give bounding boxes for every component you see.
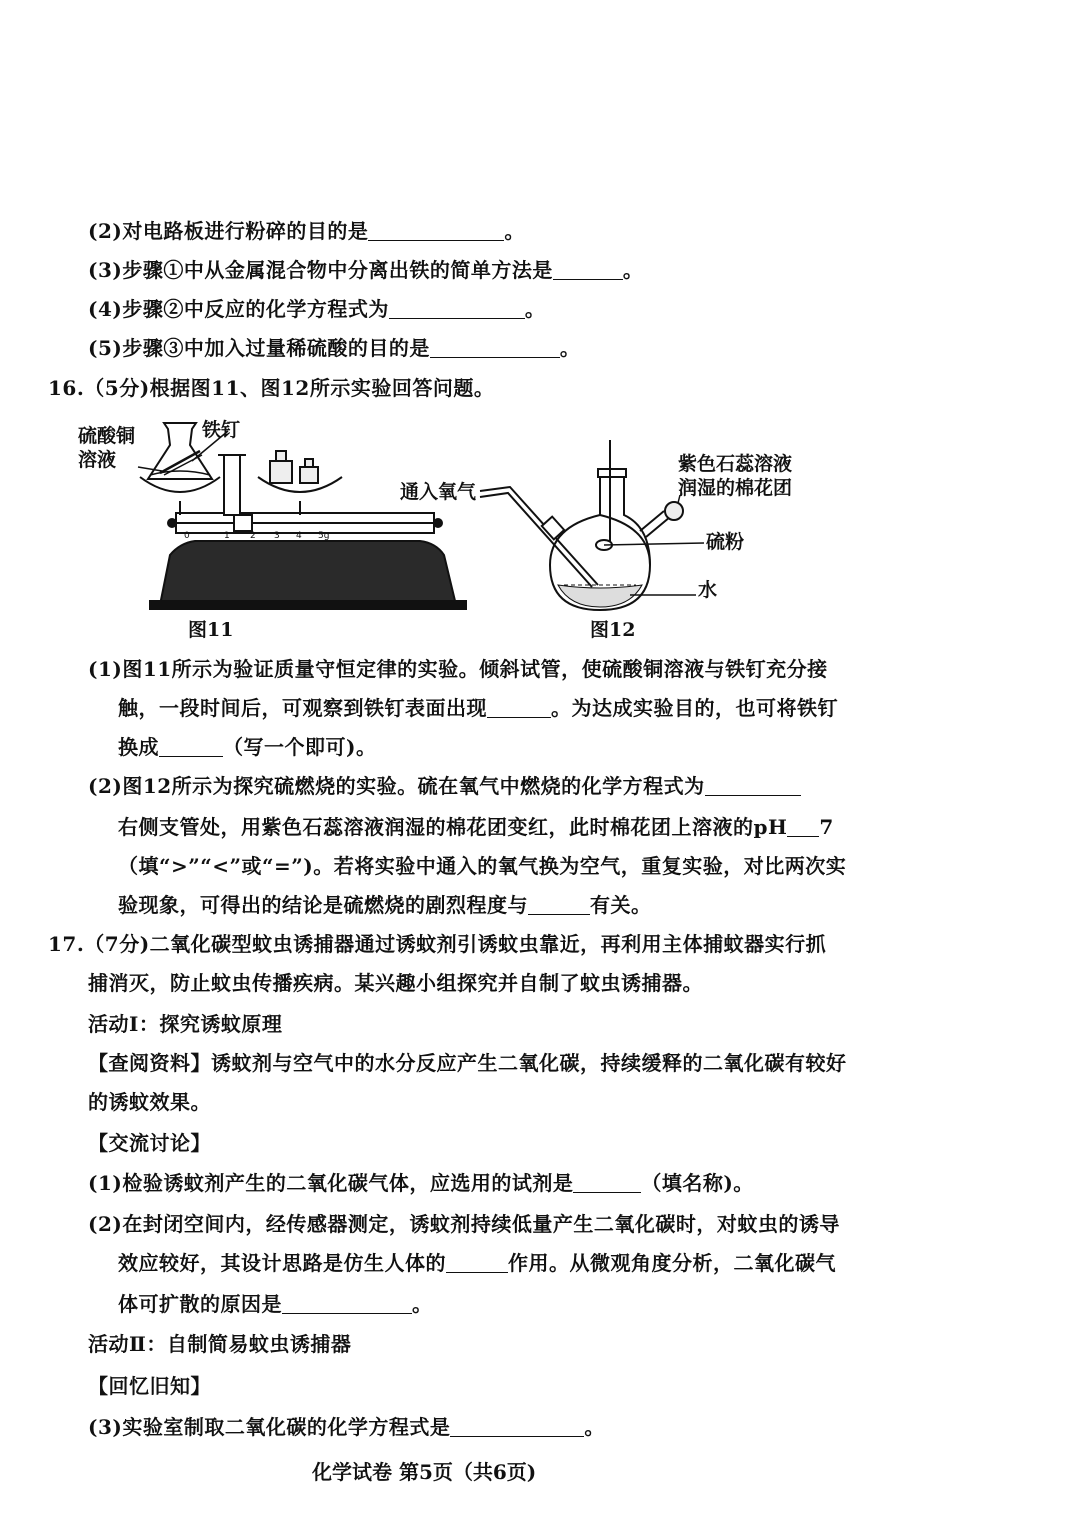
fig12-label-oxygen: 通入氧气	[400, 481, 477, 503]
q17-part2-line1: (2)在封闭空间内，经传感器测定，诱蚊剂持续低量产生二氧化碳时，对蚊虫的诱导	[88, 1212, 840, 1236]
answer-blank[interactable]	[787, 816, 819, 837]
q17-activity2: 活动Ⅱ：自制简易蚊虫诱捕器	[88, 1332, 352, 1356]
answer-blank[interactable]	[705, 775, 801, 796]
q15-part2	[88, 217, 525, 245]
q16-part2-line2: 右侧支管处，用紫色石蕊溶液润湿的棉花团变红，此时棉花团上溶液的pH 7	[118, 815, 834, 839]
answer-blank[interactable]	[430, 337, 560, 358]
q16-part1-line2: 触，一段时间后，可观察到铁钉表面出现 。为达成实验目的，也可将铁钉	[118, 696, 838, 720]
scale-tick: 3	[274, 531, 280, 541]
q15-part3-end: 。	[622, 258, 644, 282]
fig12-label-sulfur: 硫粉	[706, 531, 745, 553]
q15-part4-text: (4)步骤②中反应的化学方程式为	[88, 297, 389, 321]
q16-stem: 16.（5分)根据图11、图12所示实验回答问题。	[48, 376, 495, 400]
fig11-label-nail: 铁钉	[202, 419, 241, 441]
q15-part5-end: 。	[559, 336, 581, 360]
scale-tick: 1	[224, 531, 230, 541]
scale-tick: 0	[184, 531, 190, 541]
fig12-label-water: 水	[698, 579, 718, 601]
answer-blank[interactable]	[159, 736, 223, 757]
q16-part1-line1: (1)图11所示为验证质量守恒定律的实验。倾斜试管，使硫酸铜溶液与铁钉充分接	[88, 657, 828, 681]
q15-part5-text: (5)步骤③中加入过量稀硫酸的目的是	[88, 336, 430, 360]
answer-blank[interactable]	[282, 1293, 412, 1314]
answer-blank[interactable]	[528, 894, 590, 915]
answer-blank[interactable]	[450, 1416, 584, 1437]
q15-part3	[88, 256, 643, 284]
answer-blank[interactable]	[487, 697, 551, 718]
answer-blank[interactable]	[368, 220, 504, 241]
scale-tick: 5g	[318, 531, 330, 541]
answer-blank[interactable]	[446, 1252, 508, 1273]
answer-blank[interactable]	[389, 298, 525, 319]
q17-part3: (3)实验室制取二氧化碳的化学方程式是 。	[88, 1415, 605, 1439]
answer-blank[interactable]	[573, 1172, 641, 1193]
q15-part5	[88, 334, 580, 362]
fig11-caption: 图11	[188, 619, 234, 641]
q17-reference-line1: 【查阅资料】诱蚊剂与空气中的水分反应产生二氧化碳，持续缓释的二氧化碳有较好	[88, 1051, 847, 1075]
q15-part4-end: 。	[524, 297, 546, 321]
q15-part2-end: 。	[504, 219, 525, 243]
q15-part4	[88, 295, 545, 323]
q15-part2-text: (2)对电路板进行粉碎的目的是	[88, 219, 369, 243]
q17-part2-line3: 体可扩散的原因是 。	[118, 1292, 433, 1316]
q17-discussion: 【交流讨论】	[88, 1131, 211, 1155]
fig12-flask-diagram	[480, 435, 720, 615]
q17-recall: 【回忆旧知】	[88, 1374, 211, 1398]
q17-part2-line2: 效应较好，其设计思路是仿生人体的 作用。从微观角度分析，二氧化碳气	[118, 1251, 836, 1275]
q15-part3-text: (3)步骤①中从金属混合物中分离出铁的简单方法是	[88, 258, 553, 282]
q16-part2-line4: 验现象，可得出的结论是硫燃烧的剧烈程度与 有关。	[118, 893, 652, 917]
q17-reference-line2: 的诱蚊效果。	[88, 1090, 211, 1114]
q16-part2-line1: (2)图12所示为探究硫燃烧的实验。硫在氧气中燃烧的化学方程式为	[88, 772, 801, 800]
q17-stem-line2: 捕消灭，防止蚊虫传播疾病。某兴趣小组探究并自制了蚊虫诱捕器。	[88, 971, 703, 995]
q16-part2-line3: （填“>”“<”或“=”)。若将实验中通入的氧气换为空气，重复实验，对比两次实	[118, 854, 847, 878]
scale-tick: 4	[296, 531, 302, 541]
q16-part1-line3: 换成 （写一个即可)。	[118, 735, 377, 759]
fig12-caption: 图12	[590, 619, 636, 641]
fig12-label-litmus: 紫色石蕊溶液 润湿的棉花团	[678, 453, 793, 499]
fig11-balance-diagram	[120, 415, 480, 615]
q17-stem-line1: 17.（7分)二氧化碳型蚊虫诱捕器通过诱蚊剂引诱蚊虫靠近，再利用主体捕蚊器实行抓	[48, 932, 827, 956]
q17-activity1: 活动Ⅰ：探究诱蚊原理	[88, 1012, 283, 1036]
page-footer: 化学试卷 第5页（共6页)	[312, 1460, 537, 1484]
fig11-label-solution: 硫酸铜 溶液	[78, 425, 136, 471]
answer-blank[interactable]	[553, 259, 623, 280]
scale-tick: 2	[250, 531, 256, 541]
q17-part1: (1)检验诱蚊剂产生的二氧化碳气体，应选用的试剂是 （填名称)。	[88, 1171, 754, 1195]
